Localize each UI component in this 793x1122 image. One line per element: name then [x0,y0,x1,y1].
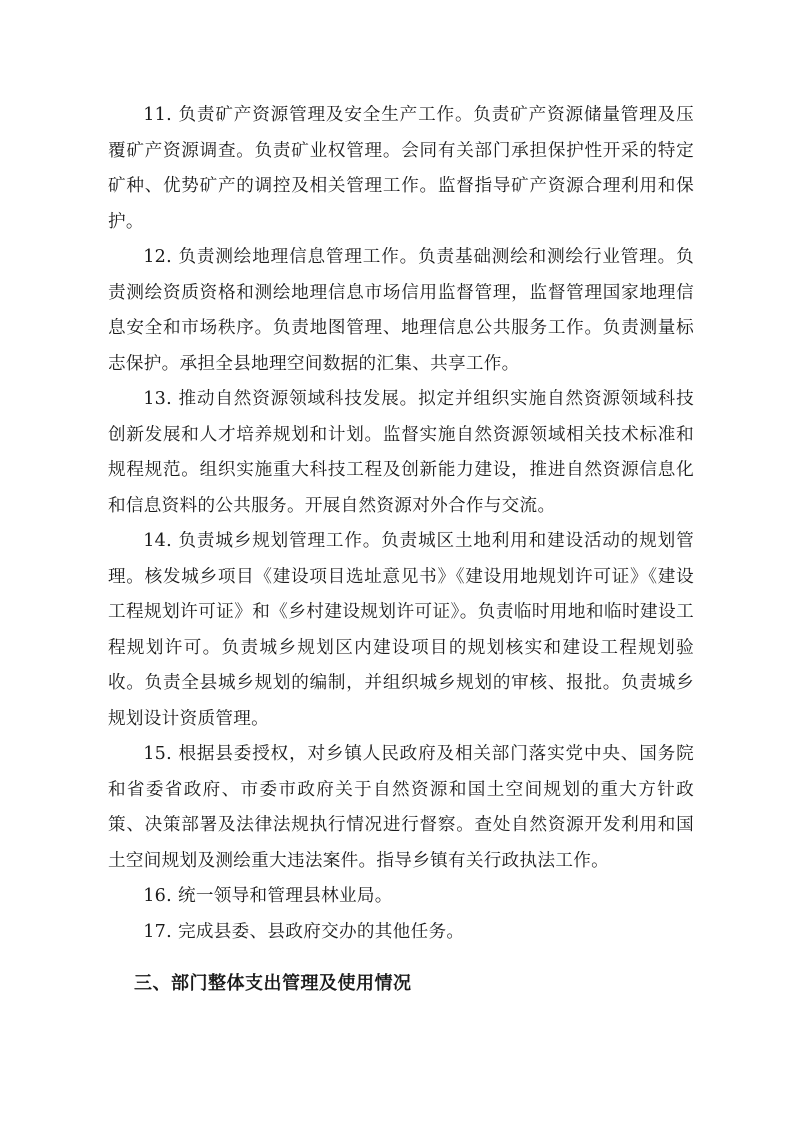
paragraph-item-15: 15. 根据县委授权，对乡镇人民政府及相关部门落实党中央、国务院和省委省政府、市委市政府关于自然资源和国土空间规划的重大方针政策、决策部署及法律法规执行情况进行督察。查处自然资源开发利用和国土空间规划及测绘重大违法案件。指导乡镇有关行政执法工作。 [108,744,694,871]
body-text [108,98,694,950]
paragraph-item-17: 17. 完成县委、县政府交办的其他任务。 [143,921,465,942]
paragraph-item-13: 13. 推动自然资源领域科技发展。拟定并组织实施自然资源领域科技创新发展和人才培养规划和计划。监督实施自然资源领域相关技术标准和规程规范。组织实施重大科技工程及创新能力建设，推进自然资源信息化和信息资料的公共服务。开展自然资源对外合作与交流。 [108,389,694,516]
paragraph-item-16: 16. 统一领导和管理县林业局。 [143,886,393,906]
paragraph-item-14: 14. 负责城乡规划管理工作。负责城区土地利用和建设活动的规划管理。核发城乡项目《建设项目选址意见书》《建设用地规划许可证》《建设工程规划许可证》和《乡村建设规划许可证》。负责临时用地和临时建设工程规划许可。负责城乡规划区内建设项目的规划核实和建设工程规划验收。负责全县城乡规划的编制，并组织城乡规划的审核、报批。负责城乡规划设计资质管理。 [108,531,694,729]
section-heading: 三、部门整体支出管理及使用情况 [134,973,412,994]
paragraph-item-12: 12. 负责测绘地理信息管理工作。负责基础测绘和测绘行业管理。负责测绘资质资格和测绘地理信息市场信用监督管理，监督管理国家地理信息安全和市场秩序。负责地图管理、地理信息公共服务工作。负责测量标志保护。承担全县地理空间数据的汇集、共享工作。 [108,247,694,374]
paragraph-item-11: 11. 负责矿产资源管理及安全生产工作。负责矿产资源储量管理及压覆矿产资源调查。负责矿业权管理。会同有关部门承担保护性开采的特定矿种、优势矿产的调控及相关管理工作。监督指导矿产资源合理利用和保护。 [108,105,694,232]
